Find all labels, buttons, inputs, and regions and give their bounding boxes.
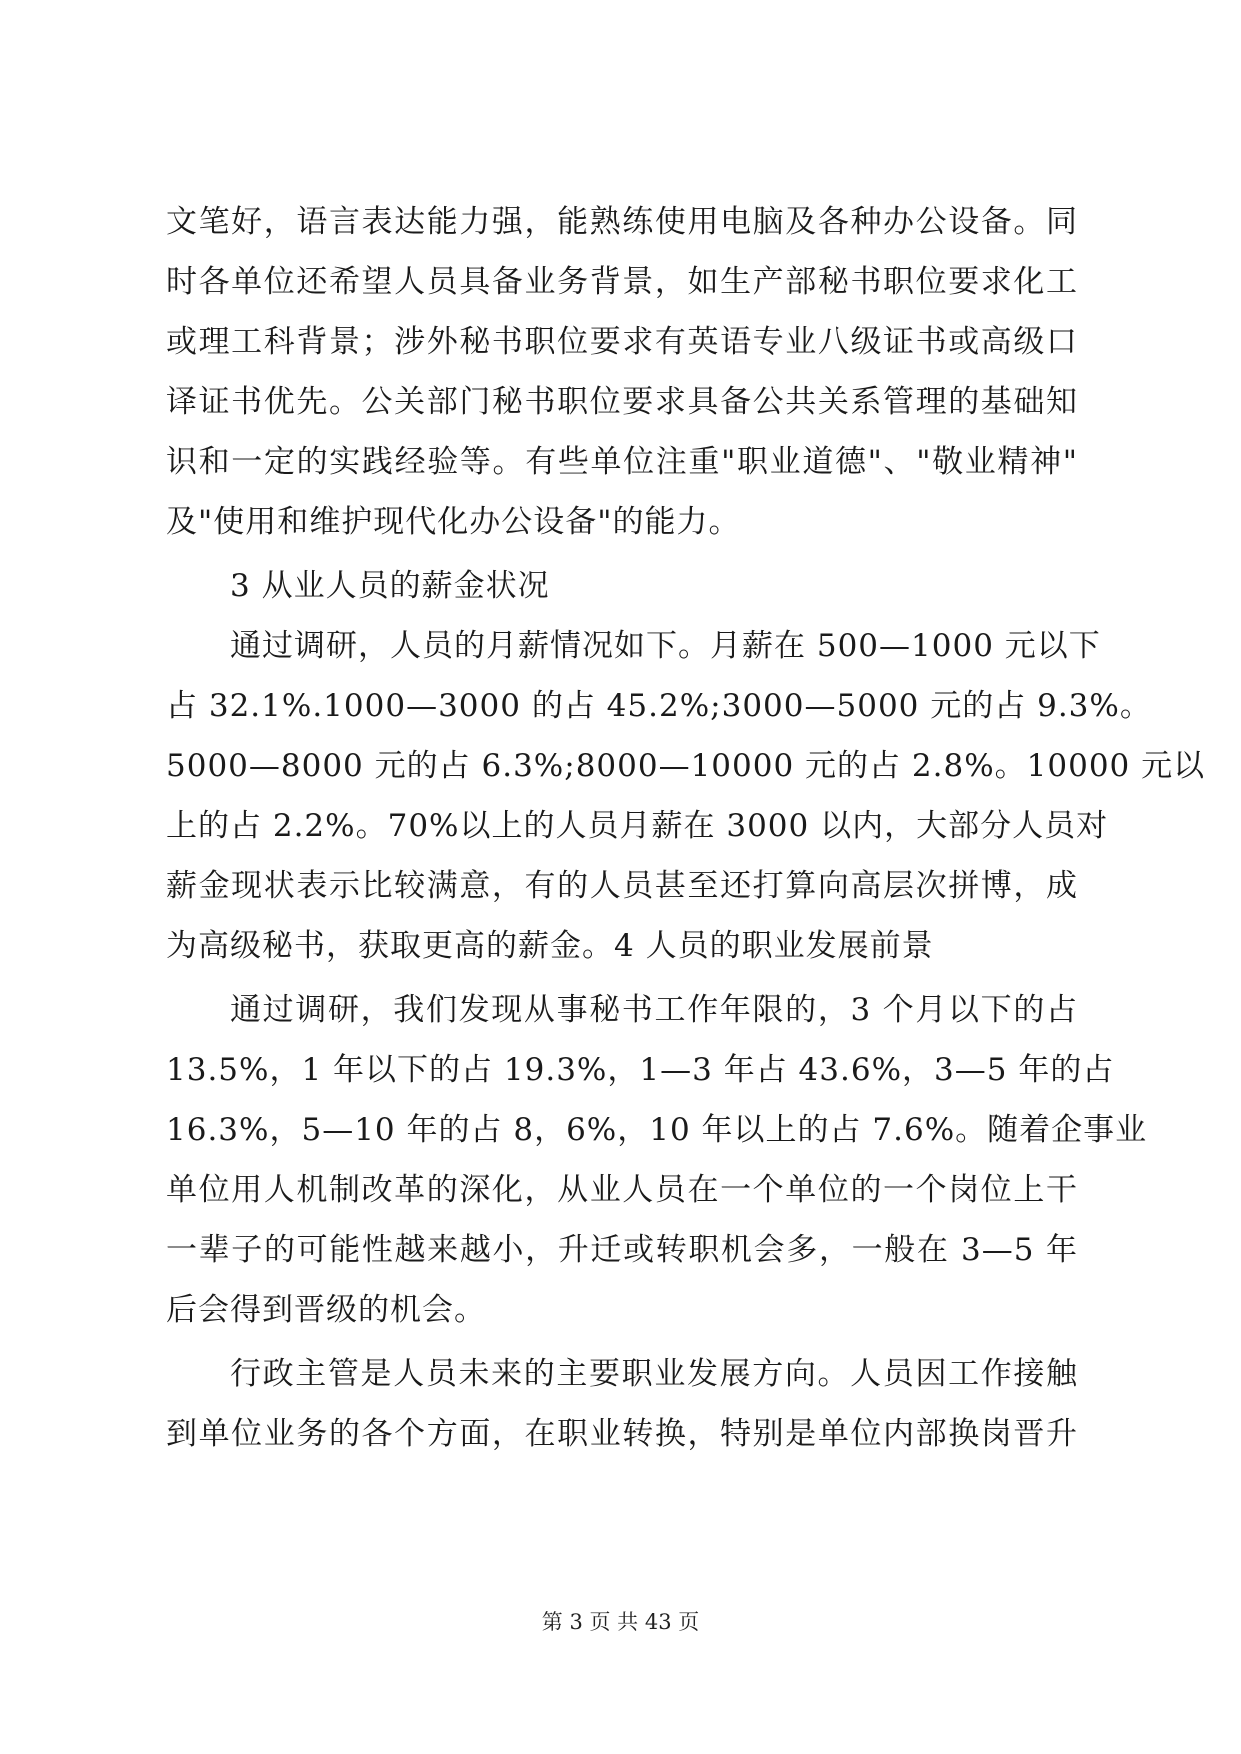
body-text-line: 及"使用和维护现代化办公设备"的能力。 <box>166 504 741 540</box>
body-text-line: 或理工科背景；涉外秘书职位要求有英语专业八级证书或高级口 <box>166 324 1078 360</box>
body-text-line: 为高级秘书，获取更高的薪金。4 人员的职业发展前景 <box>166 928 934 964</box>
body-text-line: 占 32.1%.1000—3000 的占 45.2%;3000—5000 元的占 9.3%。 <box>166 688 1152 724</box>
body-text-line: 时各单位还希望人员具备业务背景，如生产部秘书职位要求化工 <box>166 264 1078 300</box>
paragraph-first-line: 行政主管是人员未来的主要职业发展方向。人员因工作接触 <box>230 1356 1078 1392</box>
body-text-line: 5000—8000 元的占 6.3%;8000—10000 元的占 2.8%。10000 元以 <box>166 748 1206 784</box>
body-text-line: 上的占 2.2%。70%以上的人员月薪在 3000 以内，大部分人员对 <box>166 808 1109 844</box>
body-text-line: 16.3%，5—10 年的占 8，6%，10 年以上的占 7.6%。随着企事业 <box>166 1112 1148 1148</box>
body-text-line: 识和一定的实践经验等。有些单位注重"职业道德"、"敬业精神" <box>166 444 1078 480</box>
body-text-line: 文笔好，语言表达能力强，能熟练使用电脑及各种办公设备。同 <box>166 204 1078 240</box>
body-text-line: 一辈子的可能性越来越小，升迁或转职机会多，一般在 3—5 年 <box>166 1232 1078 1268</box>
section-heading: 3 从业人员的薪金状况 <box>230 568 550 604</box>
paragraph-first-line: 通过调研，我们发现从事秘书工作年限的，3 个月以下的占 <box>230 992 1078 1028</box>
body-text-line: 译证书优先。公关部门秘书职位要求具备公共关系管理的基础知 <box>166 384 1078 420</box>
paragraph-first-line: 通过调研，人员的月薪情况如下。月薪在 500—1000 元以下 <box>230 628 1101 664</box>
body-text-line: 薪金现状表示比较满意，有的人员甚至还打算向高层次拼博，成 <box>166 868 1078 904</box>
body-text-line: 后会得到晋级的机会。 <box>166 1292 486 1328</box>
page-footer: 第 3 页 共 43 页 <box>541 1610 700 1634</box>
body-text-line: 到单位业务的各个方面，在职业转换，特别是单位内部换岗晋升 <box>166 1416 1078 1452</box>
body-text-line: 13.5%，1 年以下的占 19.3%，1—3 年占 43.6%，3—5 年的占 <box>166 1052 1115 1088</box>
body-text-line: 单位用人机制改革的深化，从业人员在一个单位的一个岗位上干 <box>166 1172 1078 1208</box>
